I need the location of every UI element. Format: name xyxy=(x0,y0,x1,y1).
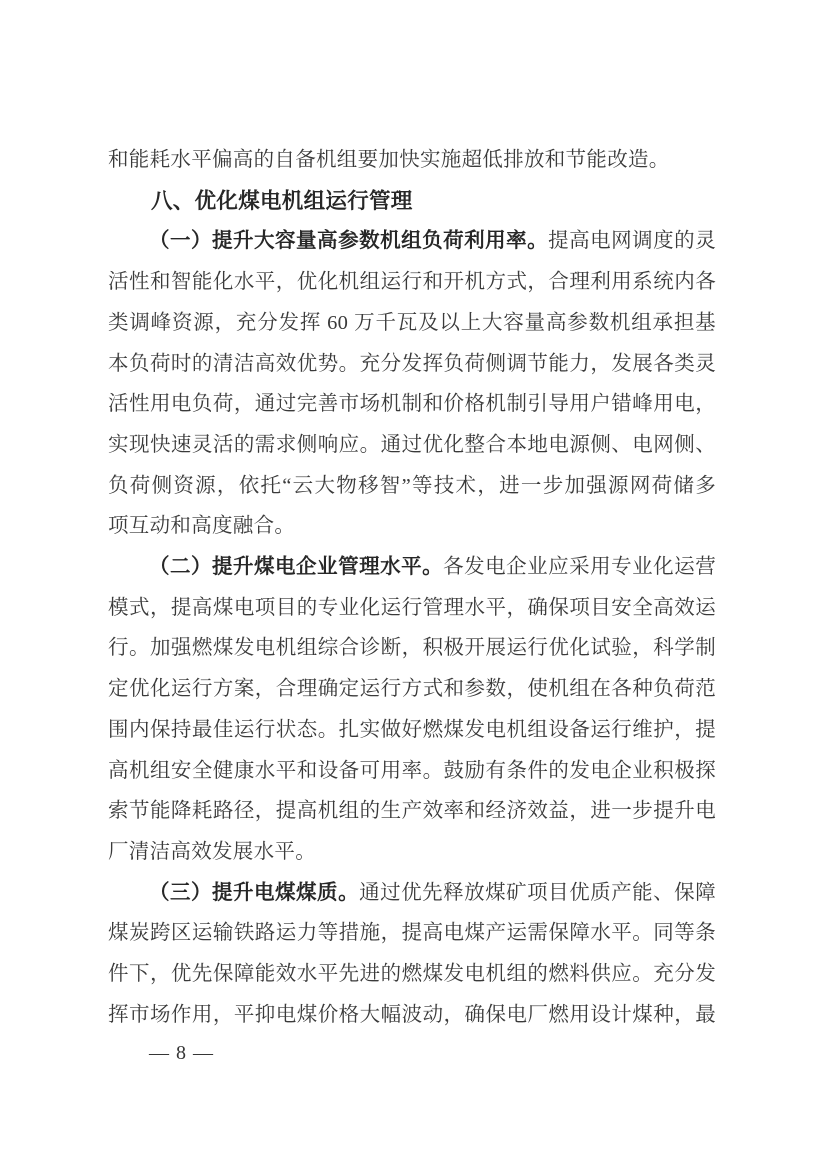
text-line xyxy=(108,466,716,507)
body-text: 件下，优先保障能效水平先进的燃煤发电机组的燃料供应。充分发 xyxy=(108,963,716,986)
text-line xyxy=(108,995,716,1036)
text-line xyxy=(108,344,716,385)
body-text: 通过优先释放煤矿项目优质产能、保障 xyxy=(359,881,716,904)
page-number: — 8 — xyxy=(149,1042,214,1064)
body-text: 本负荷时的清洁高效优势。充分发挥负荷侧调节能力，发展各类灵 xyxy=(108,352,716,375)
body-text: 活性和智能化水平，优化机组运行和开机方式，合理利用系统内各 xyxy=(108,271,716,294)
body-text: 项互动和高度融合。 xyxy=(108,515,296,538)
bold-lead-text: （一）提升大容量高参数机组负荷利用率。 xyxy=(149,230,549,253)
text-line xyxy=(108,791,716,832)
text-line xyxy=(108,221,716,262)
document-text-block xyxy=(108,140,716,1035)
text-line xyxy=(108,669,716,710)
body-text: 提高电网调度的灵 xyxy=(548,230,716,253)
text-line xyxy=(108,710,716,751)
bold-lead-text: 八、优化煤电机组运行管理 xyxy=(151,188,413,213)
body-text: 高机组安全健康水平和设备可用率。鼓励有条件的发电企业积极探 xyxy=(108,759,716,782)
body-text: 类调峰资源，充分发挥 60 万千瓦及以上大容量高参数机组承担基 xyxy=(108,311,716,334)
text-line xyxy=(108,751,716,792)
text-line xyxy=(108,506,716,547)
text-line xyxy=(108,832,716,873)
section-heading xyxy=(108,181,716,222)
body-text: 实现快速灵活的需求侧响应。通过优化整合本地电源侧、电网侧、 xyxy=(108,433,716,456)
text-line xyxy=(108,425,716,466)
body-text: 煤炭跨区运输铁路运力等措施，提高电煤产运需保障水平。同等条 xyxy=(108,922,716,945)
body-text: 围内保持最佳运行状态。扎实做好燃煤发电机组设备运行维护，提 xyxy=(108,718,716,741)
bold-lead-text: （三）提升电煤煤质。 xyxy=(149,881,360,904)
text-line xyxy=(108,954,716,995)
text-line xyxy=(108,873,716,914)
text-line xyxy=(108,913,716,954)
body-text: 定优化运行方案，合理确定运行方式和参数，使机组在各种负荷范 xyxy=(108,678,716,701)
text-line xyxy=(108,384,716,425)
text-line xyxy=(108,547,716,588)
body-text: 负荷侧资源，依托“云大物移智”等技术，进一步加强源网荷储多 xyxy=(108,474,716,497)
body-text: 活性用电负荷，通过完善市场机制和价格机制引导用户错峰用电， xyxy=(108,393,716,416)
text-line xyxy=(108,140,716,181)
bold-lead-text: （二）提升煤电企业管理水平。 xyxy=(149,556,444,579)
text-line xyxy=(108,628,716,669)
text-line xyxy=(108,588,716,629)
body-text: 和能耗水平偏高的自备机组要加快实施超低排放和节能改造。 xyxy=(108,149,670,171)
text-line xyxy=(108,262,716,303)
body-text: 挥市场作用，平抑电煤价格大幅波动，确保电厂燃用设计煤种，最 xyxy=(108,1003,716,1026)
text-line xyxy=(108,303,716,344)
body-text: 行。加强燃煤发电机组综合诊断，积极开展运行优化试验，科学制 xyxy=(108,637,716,660)
body-text: 厂清洁高效发展水平。 xyxy=(108,840,316,863)
body-text: 索节能降耗路径，提高机组的生产效率和经济效益，进一步提升电 xyxy=(108,800,716,823)
body-text: 模式，提高煤电项目的专业化运行管理水平，确保项目安全高效运 xyxy=(108,596,716,619)
body-text: 各发电企业应采用专业化运营 xyxy=(443,556,716,579)
